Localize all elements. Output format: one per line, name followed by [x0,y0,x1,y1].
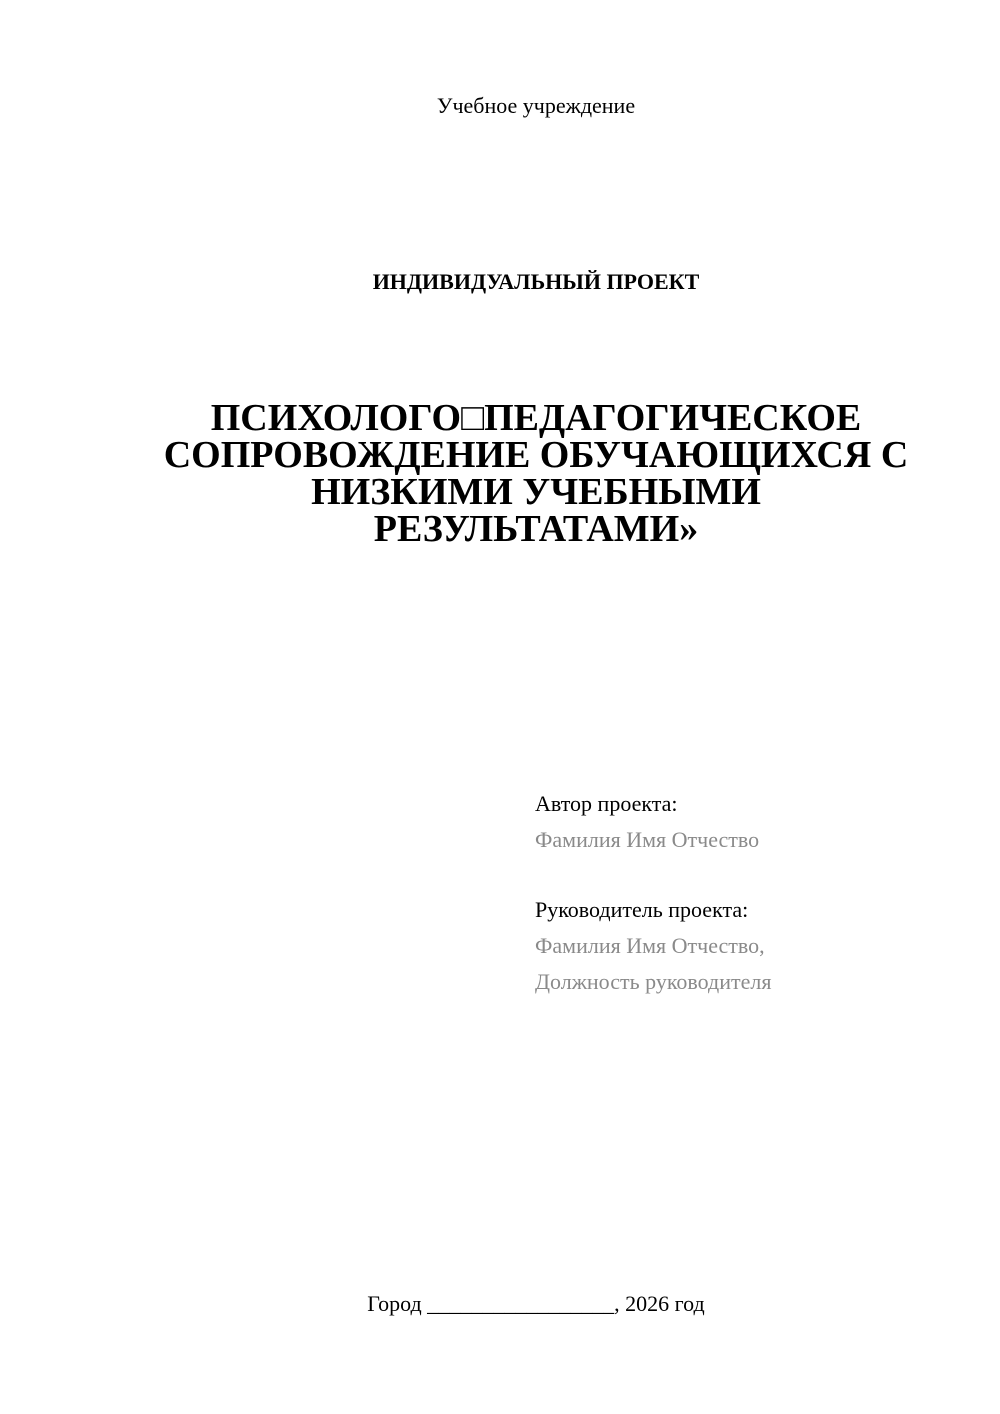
author-label: Автор проекта: [535,791,678,816]
project-title [120,397,952,550]
supervisor-name: Фамилия Имя Отчество, [535,933,765,958]
project-title-line: СОПРОВОЖДЕНИЕ ОБУЧАЮЩИХСЯ С [163,434,909,476]
project-title-line: ПСИХОЛОГО□ПЕДАГОГИЧЕСКОЕ [210,397,862,439]
supervisor-block [535,892,975,1000]
project-title-line: РЕЗУЛЬТАТАМИ» [373,508,699,550]
author-name: Фамилия Имя Отчество [535,827,760,852]
project-title-line: НИЗКИМИ УЧЕБНЫМИ [311,471,761,513]
supervisor-label: Руководитель проекта: [535,897,749,922]
supervisor-position: Должность руководителя [535,969,772,994]
author-block [535,786,975,858]
city-year-footer: Город _________________, 2026 год [367,1291,705,1316]
document-type: ИНДИВИДУАЛЬНЫЙ ПРОЕКТ [372,269,700,294]
institution-name: Учебное учреждение [436,93,636,118]
